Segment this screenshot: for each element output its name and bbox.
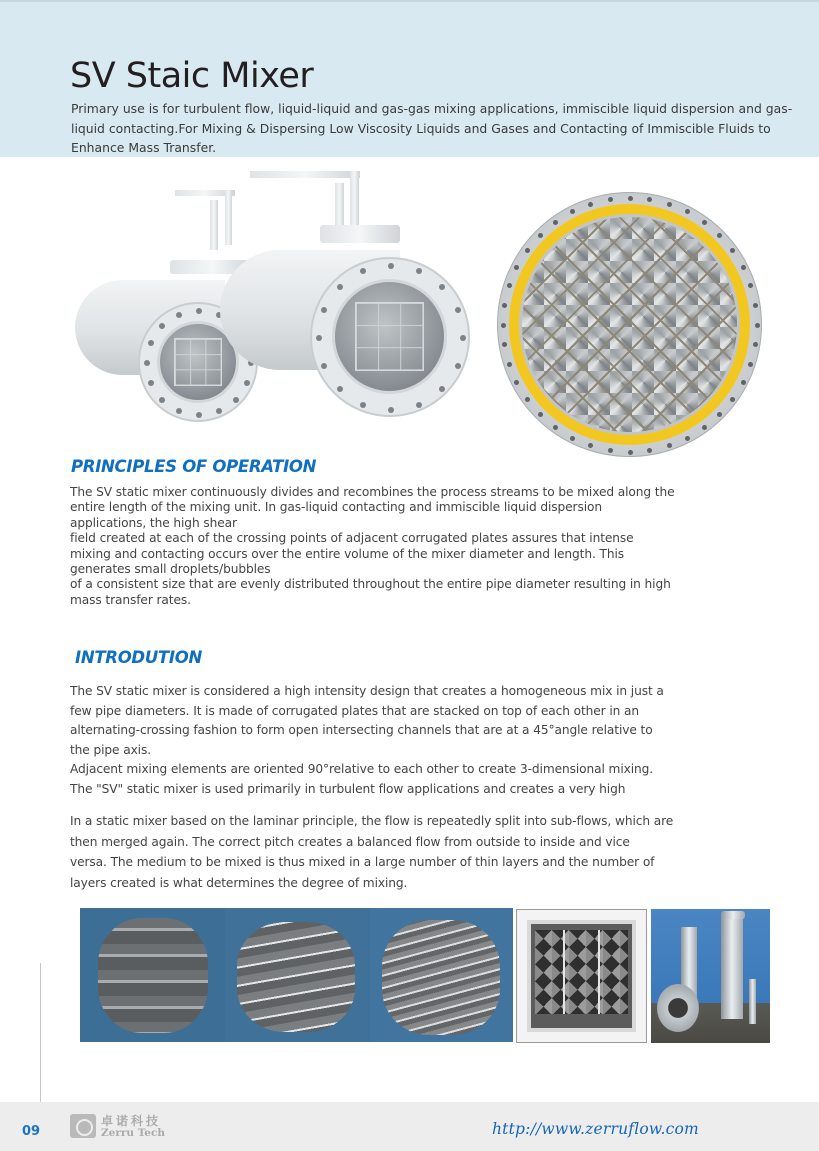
bolt-hole	[337, 386, 343, 392]
logo-english-name: Zerru Tech	[101, 1127, 166, 1139]
bolt-hole	[507, 283, 512, 288]
crossed-plate-elements	[519, 214, 740, 435]
company-logo	[70, 1112, 180, 1142]
round-flange-photo	[497, 192, 762, 457]
bolt-hole	[388, 263, 394, 269]
bolt-hole	[321, 307, 327, 313]
bolt-hole	[628, 450, 633, 455]
text-line: mixing and contacting occurs over the entire volume of the mixer diameter and length. This	[70, 546, 624, 561]
bolt-hole	[316, 335, 322, 341]
principles-heading: PRINCIPLES OF OPERATION	[71, 457, 317, 476]
bolt-hole	[702, 425, 707, 430]
bolt-hole	[360, 402, 366, 408]
bolt-hole	[360, 268, 366, 274]
bolt-hole	[685, 436, 690, 441]
text-line: the pipe axis.	[70, 742, 151, 757]
bolt-hole	[647, 448, 652, 453]
bolt-hole	[337, 284, 343, 290]
bolt-hole	[216, 408, 222, 414]
bolt-hole	[588, 443, 593, 448]
bolt-hole	[196, 308, 202, 314]
bolt-hole	[176, 408, 182, 414]
bolt-hole	[608, 448, 613, 453]
bolt-hole	[502, 303, 507, 308]
bolt-hole	[730, 397, 735, 402]
bolt-hole	[455, 307, 461, 313]
bolt-hole	[244, 380, 250, 386]
bolt-hole	[570, 436, 575, 441]
text-line: layers created is what determines the degree of mixing.	[70, 875, 408, 890]
bolt-hole	[502, 342, 507, 347]
introduction-paragraph-2	[70, 811, 770, 893]
text-line: The "SV" static mixer is used primarily in turbulent flow applications and creates a very high	[70, 781, 626, 796]
bolt-hole	[455, 363, 461, 369]
bolt-hole	[553, 220, 558, 225]
bolt-hole	[233, 397, 239, 403]
bolt-hole	[741, 265, 746, 270]
logo-emblem-icon	[70, 1114, 96, 1138]
bolt-hole	[196, 412, 202, 418]
page-title: SV Staic Mixer	[70, 56, 314, 96]
bolt-hole	[159, 397, 165, 403]
text-line: then merged again. The correct pitch creates a balanced flow from outside to inside and vice	[70, 834, 630, 849]
bolt-hole	[525, 248, 530, 253]
page-number: 09	[22, 1124, 41, 1139]
text-line: applications, the high shear	[70, 515, 237, 530]
logo-chinese-name: 卓诺科技	[101, 1114, 162, 1128]
bolt-hole	[538, 233, 543, 238]
bolt-hole	[159, 323, 165, 329]
text-line: The SV static mixer is considered a high intensity design that creates a homogeneous mix in just a	[70, 684, 664, 698]
bolt-hole	[460, 335, 466, 341]
header-banner	[0, 0, 819, 157]
bolt-hole	[702, 220, 707, 225]
bolt-hole	[717, 233, 722, 238]
bolt-hole	[514, 265, 519, 270]
bolt-hole	[608, 197, 613, 202]
bolt-hole	[148, 340, 154, 346]
bolt-hole	[755, 323, 760, 328]
bolt-hole	[514, 380, 519, 385]
bolt-hole	[753, 342, 758, 347]
bolt-hole	[717, 412, 722, 417]
introduction-paragraph-1	[70, 682, 770, 800]
bolt-hole	[148, 380, 154, 386]
bolt-hole	[730, 248, 735, 253]
triangular-pattern	[535, 930, 628, 1014]
bolt-hole	[570, 209, 575, 214]
website-link[interactable]: http://www.zerruflow.com	[492, 1120, 699, 1138]
text-line: few pipe diameters. It is made of corrugated plates that are stacked on top of each other in an	[70, 703, 640, 718]
bolt-hole	[685, 209, 690, 214]
rectangular-housing-photo	[516, 909, 647, 1043]
bolt-hole	[144, 360, 150, 366]
mixer-housings-photo	[70, 165, 470, 435]
text-line: Adjacent mixing elements are oriented 90°relative to each other to create 3-dimensional mixing.	[70, 762, 654, 777]
principles-paragraph	[70, 485, 770, 608]
text-line: field created at each of the crossing points of adjacent corrugated plates assures that intense	[70, 531, 634, 546]
medium-pitch-element	[237, 922, 355, 1032]
bolt-hole	[525, 397, 530, 402]
text-line: The SV static mixer continuously divides and recombines the process streams to be mixed along the	[70, 485, 675, 499]
text-line: mass transfer rates.	[70, 592, 191, 607]
text-line: alternating-crossing fashion to form open intersecting channels that are at a 45°angle relative to	[70, 723, 653, 738]
bolt-hole	[416, 402, 422, 408]
bolt-hole	[628, 196, 633, 201]
large-pitch-element	[98, 918, 208, 1033]
bolt-hole	[748, 362, 753, 367]
bolt-hole	[753, 303, 758, 308]
bolt-hole	[748, 283, 753, 288]
text-line: In a static mixer based on the laminar principle, the flow is repeatedly split into sub-flows, which are	[70, 814, 674, 828]
text-line: entire length of the mixing unit. In gas-liquid contacting and immiscible liquid dispersion	[70, 500, 602, 515]
corrugated-elements-photo	[80, 908, 513, 1042]
bolt-hole	[741, 380, 746, 385]
bolt-hole	[538, 412, 543, 417]
bolt-hole	[321, 363, 327, 369]
page-subtitle: Primary use is for turbulent flow, liquid-liquid and gas-gas mixing applications, immiscible liquid dispersion and gas-liquid contacting.For Mixing & Dispersing Low Viscosity Liquids and Gases and Contacting of Immiscible Fluids to Enhance Mass Transfer.	[71, 101, 793, 155]
bolt-hole	[553, 425, 558, 430]
bolt-hole	[416, 268, 422, 274]
bolt-hole	[439, 284, 445, 290]
text-line: versa. The medium to be mixed is thus mixed in a large number of thin layers and the number of	[70, 855, 655, 869]
text-line: of a consistent size that are evenly distributed throughout the entire pipe diameter resulting in high	[70, 577, 671, 592]
introduction-heading: INTRODUTION	[75, 648, 202, 667]
bolt-hole	[501, 323, 506, 328]
bolt-hole	[176, 312, 182, 318]
bolt-hole	[667, 202, 672, 207]
text-line: generates small droplets/bubbles	[70, 562, 271, 577]
bolt-hole	[388, 407, 394, 413]
fine-pitch-element	[382, 920, 500, 1035]
bolt-hole	[667, 443, 672, 448]
bolt-hole	[588, 202, 593, 207]
assembled-mixers-photo	[651, 909, 770, 1043]
bolt-hole	[507, 362, 512, 367]
bolt-hole	[647, 197, 652, 202]
bolt-hole	[439, 386, 445, 392]
